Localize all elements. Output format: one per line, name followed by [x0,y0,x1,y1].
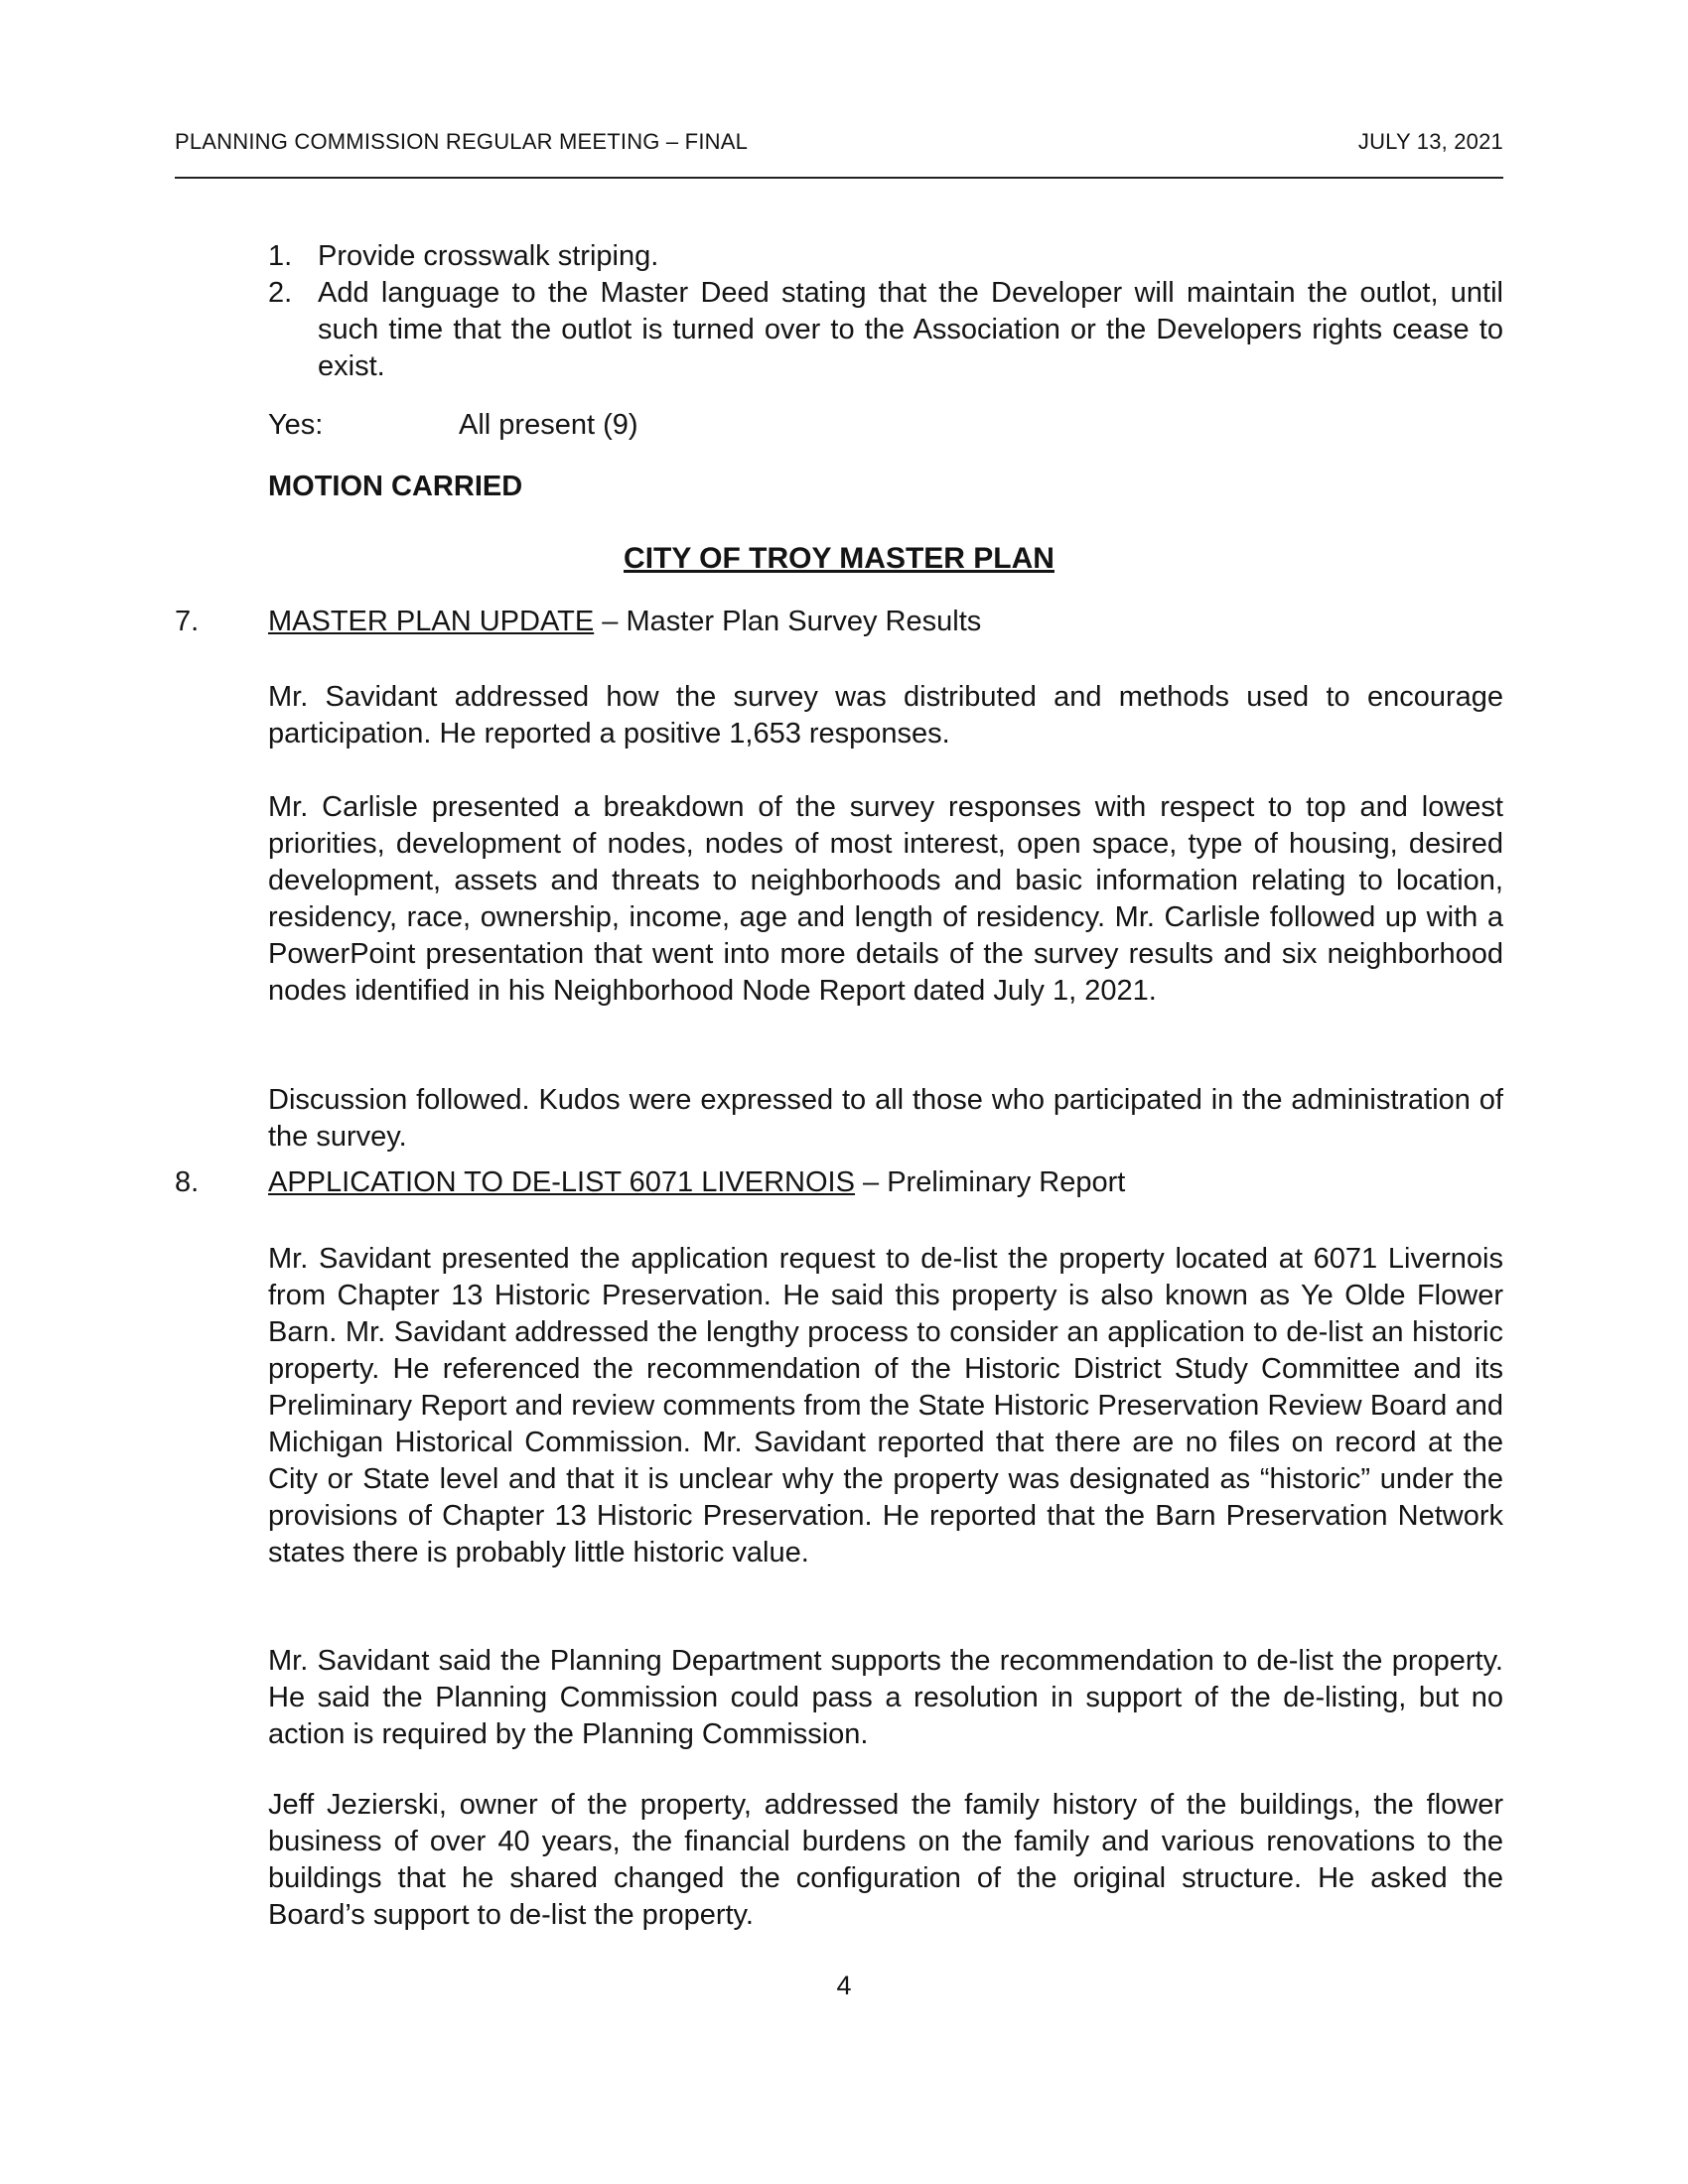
paragraph: Mr. Carlisle presented a breakdown of the survey responses with respect to top and lowest priorities, development of nodes, nodes of most interest, open space, type of housing, desired development, assets and threats to neighborhoods and basic information relating to location, residency, race, ownership, income, age and length of residency. Mr. Carlisle followed up with a PowerPoint presentation that went into more details of the survey results and six neighborhood nodes identified in his Neighborhood Node Report dated July 1, 2021. [268,791,1503,1007]
paragraph: Mr. Savidant said the Planning Department supports the recommendation to de-list the property. He said the Planning Commission could pass a resolution in support of the de-listing, but no action is required by the Planning Commission. [268,1645,1503,1750]
paragraph: Discussion followed. Kudos were expressed to all those who participated in the administration of the survey. [268,1084,1503,1153]
agenda-item-title: APPLICATION TO DE-LIST 6071 LIVERNOIS [268,1166,855,1198]
header-meeting-title: PLANNING COMMISSION REGULAR MEETING – FINAL [175,129,749,154]
list-item-number: 2. [268,277,293,309]
header-date: JULY 13, 2021 [1357,129,1503,154]
header-divider [175,177,1503,179]
section-title: CITY OF TROY MASTER PLAN [624,542,1055,575]
vote-value: All present (9) [459,409,638,441]
agenda-item-subtitle: – Preliminary Report [854,1166,1126,1198]
agenda-item-number: 8. [175,1166,200,1198]
agenda-item-subtitle: – Master Plan Survey Results [594,606,982,637]
list-item-number: 1. [268,240,293,272]
agenda-item-title: MASTER PLAN UPDATE [268,606,595,637]
vote-result [268,409,638,442]
list-item [268,238,1503,275]
agenda-item-7 [175,606,1503,638]
vote-label: Yes: [268,409,324,441]
page-header [175,129,1503,155]
list-item [268,275,1503,385]
paragraph: Mr. Savidant presented the application request to de-list the property located at 6071 Livernois from Chapter 13 Historic Preservation. He said this property is also known as Ye Olde Flower Barn. Mr. Savidant addressed the lengthy process to consider an application to de-list an historic property. He referenced the recommendation of the Historic District Study Committee and its Preliminary Report and review comments from the State Historic Preservation Review Board and Michigan Historical Commission. Mr. Savidant reported that there are no files on record at the City or State level and that it is unclear why the property was designated as “historic” under the provisions of Chapter 13 Historic Preservation. He reported that the Barn Preservation Network states there is probably little historic value. [268,1243,1503,1569]
agenda-item-8 [175,1166,1503,1199]
paragraph: Mr. Savidant addressed how the survey was distributed and methods used to encourage participation. He reported a positive 1,653 responses. [268,681,1503,750]
agenda-item-number: 7. [175,606,200,637]
motion-status: MOTION CARRIED [268,471,523,502]
list-item-text: Provide crosswalk striping. [318,240,659,272]
page-number: 4 [836,1971,852,2000]
list-item-text: Add language to the Master Deed stating that the Developer will maintain the outlot, until such time that the outlot is turned over to the Association or the Developers rights cease to exist. [318,277,1503,382]
conditions-list [268,238,1503,385]
paragraph: Jeff Jezierski, owner of the property, addressed the family history of the buildings, the flower business of over 40 years, the financial burdens on the family and various renovations to the buildings that he shared changed the configuration of the original structure. He asked the Board’s support to de-list the property. [268,1789,1503,1931]
